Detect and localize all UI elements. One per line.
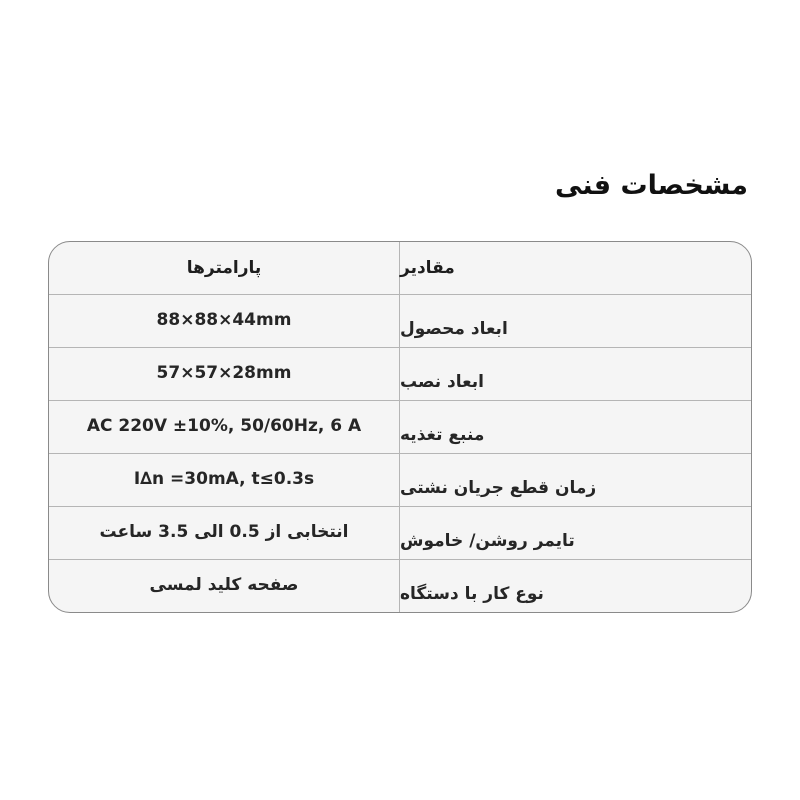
- table-row: [49, 453, 751, 506]
- spec-table: [48, 241, 752, 613]
- value-cell: 88×88×44mm: [49, 295, 400, 347]
- value-cell: 57×57×28mm: [49, 348, 400, 400]
- header-values-cell: پارامترها: [49, 242, 400, 294]
- param-cell: منبع تغذیه: [400, 425, 485, 445]
- table-header-row: [49, 242, 751, 294]
- param-cell: ابعاد نصب: [400, 372, 484, 392]
- value-cell: صفحه کلید لمسی: [49, 560, 400, 612]
- param-cell: زمان قطع جریان نشتی: [400, 478, 597, 498]
- param-cell: نوع کار با دستگاه: [400, 584, 544, 604]
- param-cell: ابعاد محصول: [400, 319, 508, 339]
- value-cell: I∆n =30mA, t≤0.3s: [49, 454, 400, 506]
- table-row: [49, 294, 751, 347]
- table-row: [49, 400, 751, 453]
- page-title: مشخصات فنی: [555, 170, 748, 201]
- table-row: [49, 506, 751, 559]
- value-cell: انتخابی از 0.5 الی 3.5 ساعت: [49, 507, 400, 559]
- value-cell: AC 220V ±10%, 50/60Hz, 6 A: [49, 401, 400, 453]
- table-row: [49, 559, 751, 612]
- header-params-cell: مقادیر: [400, 258, 455, 278]
- table-row: [49, 347, 751, 400]
- param-cell: تایمر روشن/ خاموش: [400, 531, 575, 551]
